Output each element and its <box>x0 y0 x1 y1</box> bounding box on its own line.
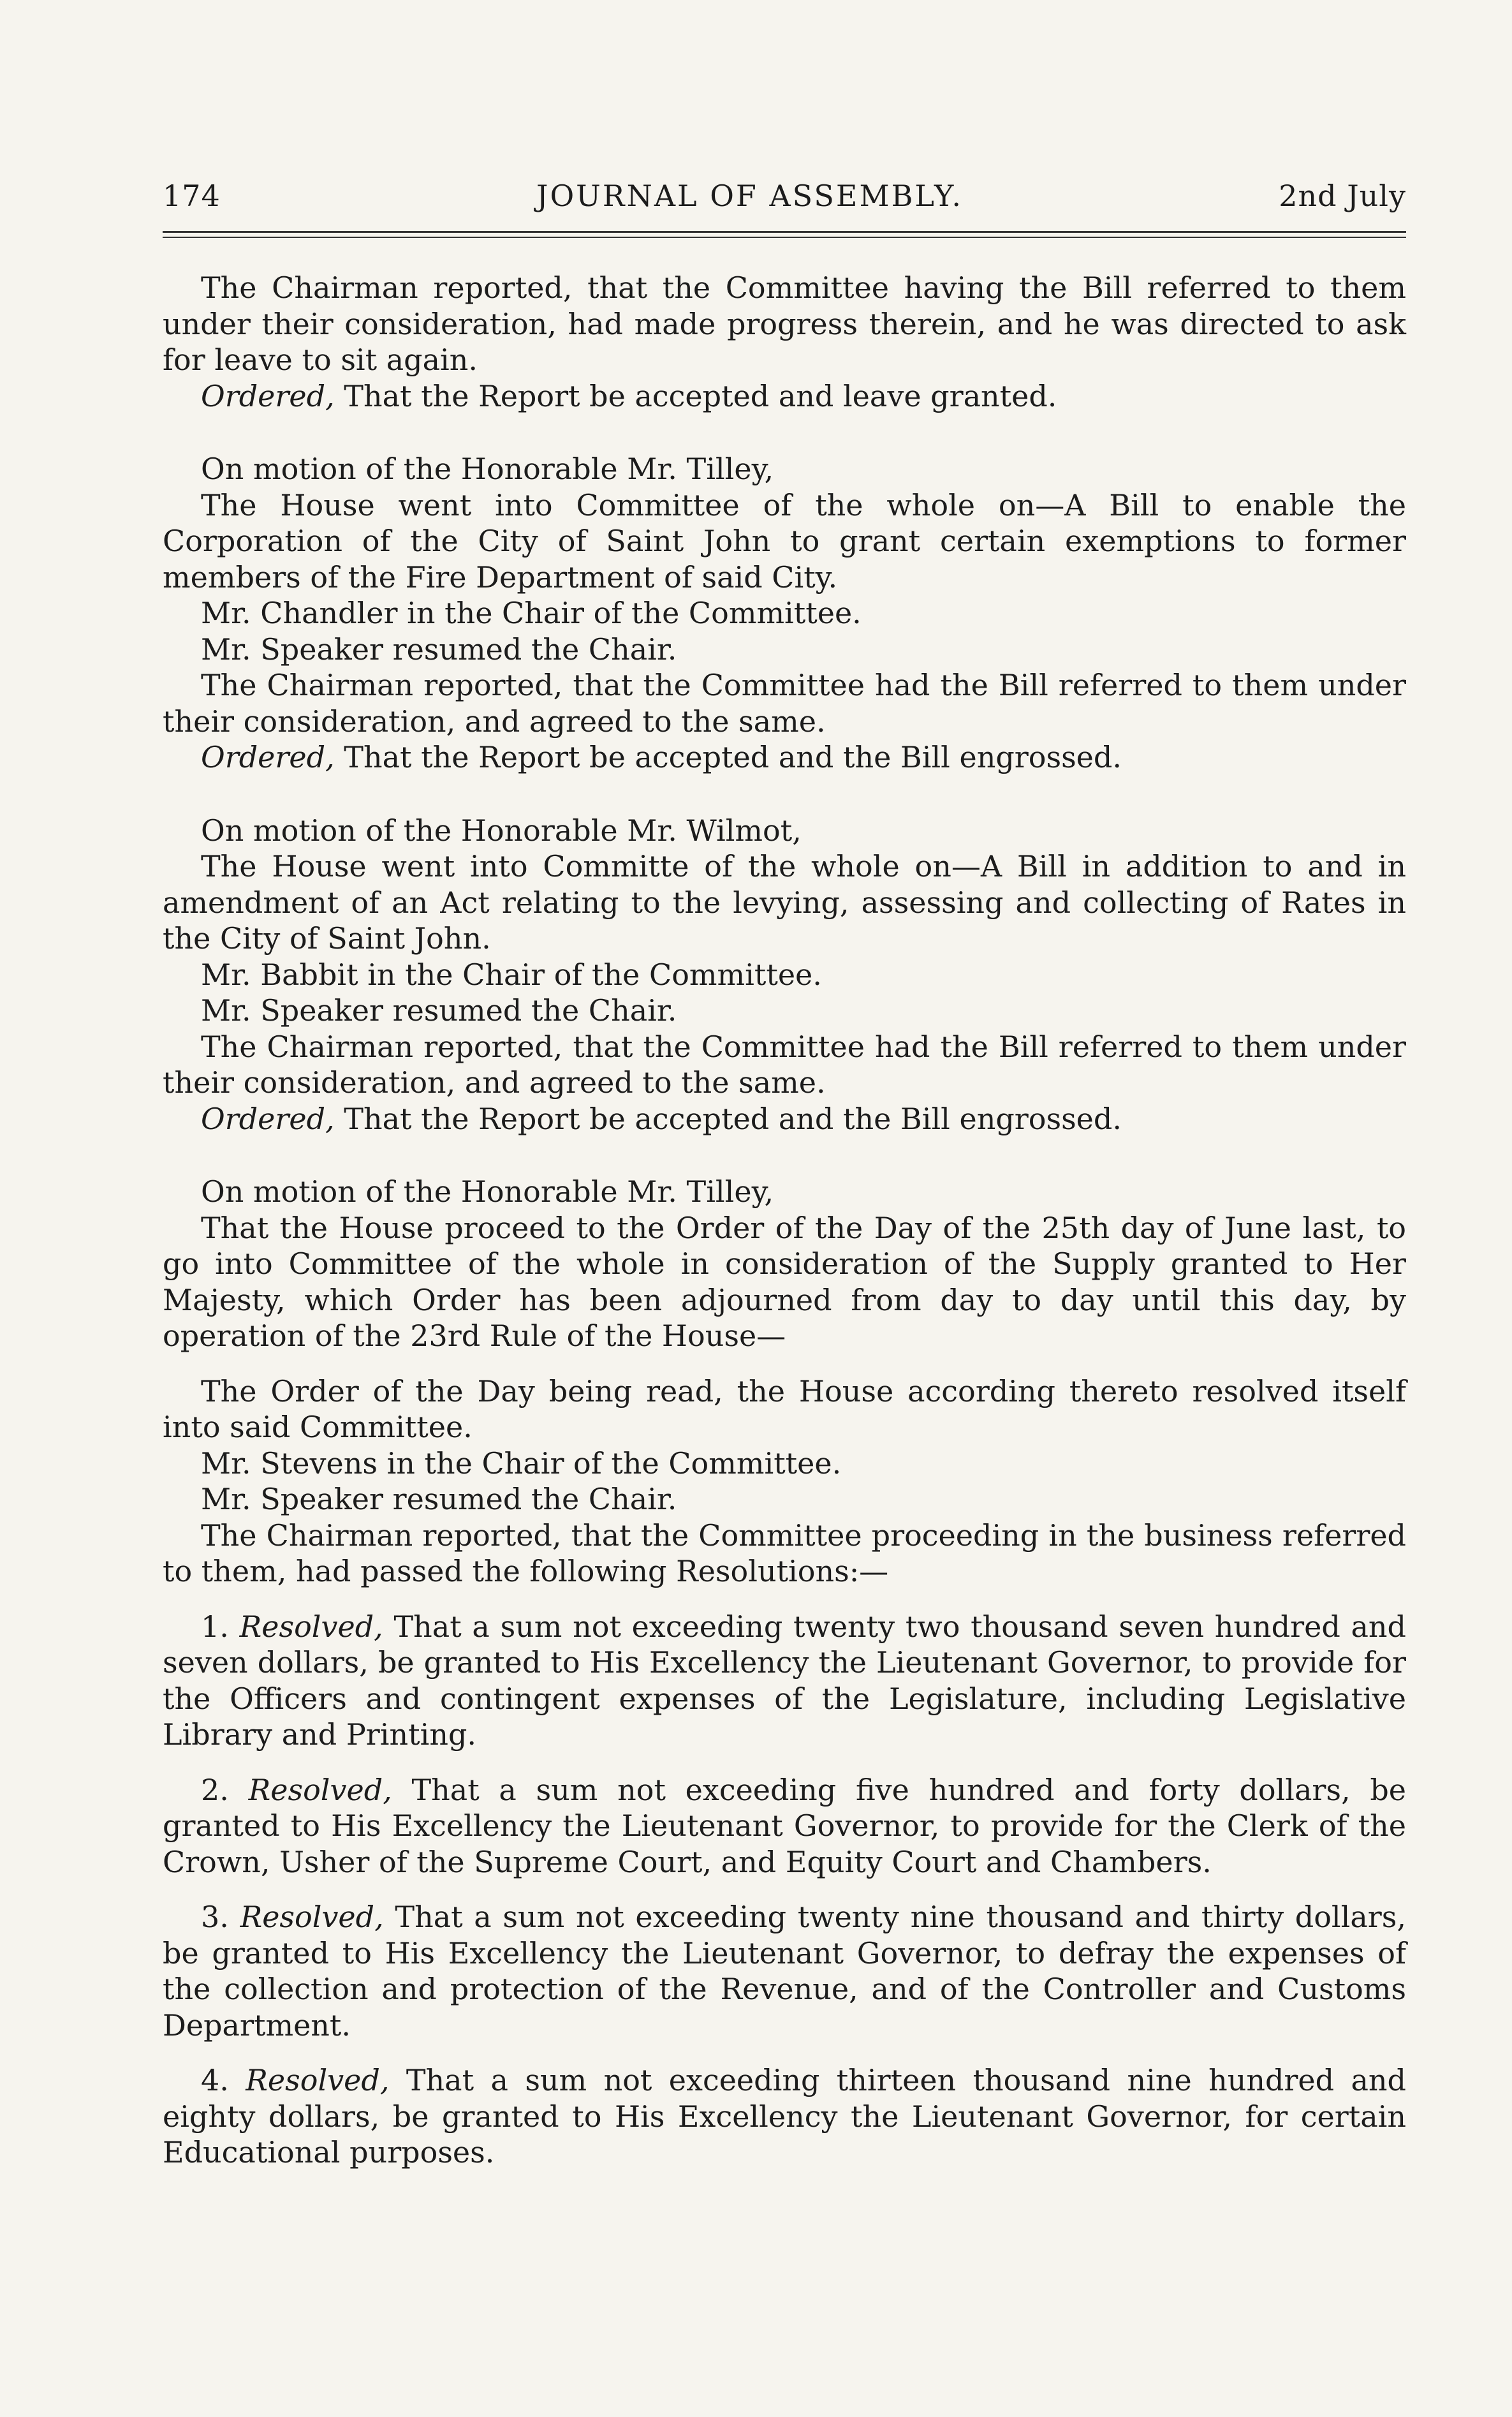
resolution-number: 4. <box>201 2063 246 2097</box>
paragraph-text: On motion of the Honorable Mr. Wilmot, <box>201 813 802 848</box>
lead-word: Ordered, <box>201 378 335 413</box>
paragraph <box>163 487 1406 596</box>
paragraph-text: That a sum not exceeding thirteen thousand nine hundred and eighty dollars, be granted to His Excellency the Lieutenant Governor, for certain Educational purposes. <box>163 2063 1406 2169</box>
paragraph-text: That a sum not exceeding five hundred and forty dollars, be granted to His Excellency the Lieutenant Governor, to provide for the Clerk of the Crown, Usher of the Supreme Court, and Equity Court and Chambers. <box>163 1772 1406 1879</box>
paragraph-text: The House went into Committee of the whole on—A Bill to enable the Corporation of the City of Saint John to grant certain exemptions to former members of the Fire Department of said City. <box>163 487 1406 595</box>
paragraph <box>163 451 1406 487</box>
paragraph-text: Mr. Stevens in the Chair of the Committee. <box>201 1445 842 1481</box>
paragraph <box>163 1029 1406 1101</box>
lead-word: Ordered, <box>201 740 335 774</box>
resolution-number: 2. <box>201 1772 249 1807</box>
paragraph <box>163 957 1406 993</box>
page-number: 174 <box>163 179 221 213</box>
journal-title: JOURNAL OF ASSEMBLY. <box>536 179 964 213</box>
lead-word: Resolved, <box>239 1609 383 1644</box>
proceeding-block <box>163 270 1406 414</box>
paragraph-text: That the House proceed to the Order of the Day of the 25th day of June last, to go into Committee of the whole in consideration of the Supply granted to Her Majesty, which Order has been adjourned from day to day until this day, by operation of the 23rd Rule of the House— <box>163 1210 1406 1353</box>
paragraph-text: On motion of the Honorable Mr. Tilley, <box>201 452 774 486</box>
page-header <box>163 179 1406 221</box>
paragraph-text: On motion of the Honorable Mr. Tilley, <box>201 1174 774 1209</box>
paragraph <box>163 739 1406 776</box>
paragraph-text: That a sum not exceeding twenty two thousand seven hundred and seven dollars, be granted to His Excellency the Lieutenant Governor, to provide for the Officers and contingent expenses of the Legislature, including Legislative Library and Printing. <box>163 1609 1406 1752</box>
lead-word: Ordered, <box>201 1101 335 1136</box>
header-rule-secondary <box>163 237 1406 238</box>
paragraph-text: The Chairman reported, that the Committee having the Bill referred to them under their consideration, had made progress therein, and he was directed to ask for leave to sit again. <box>163 270 1406 377</box>
proceeding-block <box>163 813 1406 1137</box>
paragraph <box>163 1373 1406 1445</box>
paragraph <box>163 1772 1406 1881</box>
paragraph <box>163 1445 1406 1482</box>
paragraph <box>163 848 1406 957</box>
paragraph <box>163 813 1406 849</box>
paragraph <box>163 993 1406 1029</box>
paragraph <box>163 632 1406 668</box>
paragraph <box>163 378 1406 415</box>
paragraph-text: Mr. Speaker resumed the Chair. <box>201 1482 677 1516</box>
paragraph <box>163 1518 1406 1590</box>
resolution-number: 3. <box>201 1900 240 1934</box>
paragraph <box>163 1899 1406 2043</box>
paragraph-text: Mr. Speaker resumed the Chair. <box>201 993 677 1028</box>
paragraph-text: That the Report be accepted and the Bill engrossed. <box>334 740 1122 774</box>
lead-word: Resolved, <box>246 2063 390 2097</box>
paragraph-text: Mr. Chandler in the Chair of the Committee. <box>201 596 862 630</box>
paragraph-text: Mr. Speaker resumed the Chair. <box>201 632 677 667</box>
journal-body <box>163 270 1406 2171</box>
paragraph <box>163 595 1406 632</box>
paragraph <box>163 1174 1406 1210</box>
paragraph <box>163 2062 1406 2171</box>
lead-word: Resolved, <box>248 1772 392 1807</box>
paragraph-text: That the Report be accepted and the Bill engrossed. <box>334 1101 1122 1136</box>
paragraph <box>163 1609 1406 1753</box>
paragraph <box>163 1101 1406 1137</box>
paragraph <box>163 1210 1406 1354</box>
paragraph-text: The Chairman reported, that the Committee had the Bill referred to them under their consideration, and agreed to the same. <box>163 668 1406 739</box>
paragraph-text: The Chairman reported, that the Committee had the Bill referred to them under their consideration, and agreed to the same. <box>163 1029 1406 1100</box>
paragraph-text: The House went into Committe of the whole on—A Bill in addition to and in amendment of an Act relating to the levying, assessing and collecting of Rates in the City of Saint John. <box>163 849 1406 956</box>
lead-word: Resolved, <box>240 1900 384 1934</box>
paragraph-text: That the Report be accepted and leave granted. <box>334 378 1057 413</box>
header-date: 2nd July <box>1279 179 1406 213</box>
resolution-number: 1. <box>201 1609 240 1644</box>
header-rule <box>163 231 1406 233</box>
paragraph <box>163 1481 1406 1518</box>
paragraph <box>163 270 1406 378</box>
proceeding-block <box>163 451 1406 776</box>
paragraph-text: The Chairman reported, that the Committee proceeding in the business referred to them, had passed the following Resolutions:— <box>163 1518 1406 1588</box>
paragraph <box>163 667 1406 739</box>
paragraph-text: Mr. Babbit in the Chair of the Committee. <box>201 957 822 992</box>
paragraph-text: That a sum not exceeding twenty nine thousand and thirty dollars, be granted to His Excellency the Lieutenant Governor, to defray the expenses of the collection and protection of the Revenue, and of the Controller and Customs Department. <box>163 1900 1407 2043</box>
paragraph-text: The Order of the Day being read, the House according thereto resolved itself into said Committee. <box>163 1373 1406 1444</box>
journal-page <box>163 179 1406 2208</box>
proceeding-block <box>163 1174 1406 2171</box>
